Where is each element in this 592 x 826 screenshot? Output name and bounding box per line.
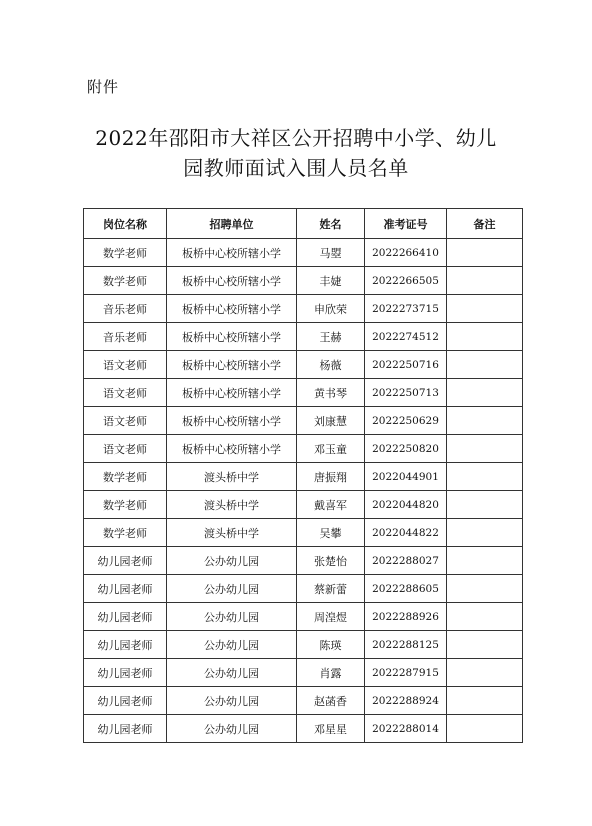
table-row: [84, 575, 523, 603]
cell-unit: 板桥中心校所辖小学: [167, 351, 297, 379]
cell-note: [447, 491, 523, 519]
cell-note: [447, 715, 523, 743]
cell-exam-number: 2022250716: [365, 351, 447, 379]
cell-unit: 渡头桥中学: [167, 463, 297, 491]
header-unit: 招聘单位: [167, 209, 297, 239]
cell-position: 幼儿园老师: [84, 575, 167, 603]
cell-exam-number: 2022044822: [365, 519, 447, 547]
cell-exam-number: 2022250820: [365, 435, 447, 463]
cell-position: 语文老师: [84, 379, 167, 407]
cell-name: 邓玉童: [297, 435, 365, 463]
cell-position: 数学老师: [84, 519, 167, 547]
cell-name: 蔡新蕾: [297, 575, 365, 603]
cell-unit: 公办幼儿园: [167, 547, 297, 575]
cell-note: [447, 351, 523, 379]
table-row: [84, 491, 523, 519]
table-row: [84, 687, 523, 715]
cell-unit: 板桥中心校所辖小学: [167, 295, 297, 323]
cell-name: 黄书琴: [297, 379, 365, 407]
cell-name: 马曌: [297, 239, 365, 267]
table-row: [84, 323, 523, 351]
cell-exam-number: 2022250629: [365, 407, 447, 435]
table-row: [84, 519, 523, 547]
cell-position: 数学老师: [84, 239, 167, 267]
cell-exam-number: 2022288125: [365, 631, 447, 659]
cell-position: 幼儿园老师: [84, 715, 167, 743]
cell-name: 吴攀: [297, 519, 365, 547]
table-header-row: [84, 209, 523, 239]
cell-unit: 公办幼儿园: [167, 631, 297, 659]
cell-position: 幼儿园老师: [84, 659, 167, 687]
header-position: 岗位名称: [84, 209, 167, 239]
cell-unit: 板桥中心校所辖小学: [167, 379, 297, 407]
cell-unit: 渡头桥中学: [167, 519, 297, 547]
cell-note: [447, 267, 523, 295]
cell-note: [447, 631, 523, 659]
document-title-line-1: 2022年邵阳市大祥区公开招聘中小学、幼儿: [95, 126, 497, 150]
table-row: [84, 379, 523, 407]
cell-unit: 公办幼儿园: [167, 603, 297, 631]
cell-name: 邓星星: [297, 715, 365, 743]
cell-exam-number: 2022044901: [365, 463, 447, 491]
cell-unit: 板桥中心校所辖小学: [167, 435, 297, 463]
cell-exam-number: 2022288027: [365, 547, 447, 575]
cell-name: 肖露: [297, 659, 365, 687]
cell-unit: 公办幼儿园: [167, 715, 297, 743]
cell-name: 杨薇: [297, 351, 365, 379]
table-row: [84, 295, 523, 323]
cell-note: [447, 295, 523, 323]
cell-position: 幼儿园老师: [84, 603, 167, 631]
table-row: [84, 715, 523, 743]
table-row: [84, 547, 523, 575]
cell-name: 申欣荣: [297, 295, 365, 323]
cell-note: [447, 659, 523, 687]
cell-note: [447, 379, 523, 407]
cell-name: 丰婕: [297, 267, 365, 295]
cell-name: 戴喜军: [297, 491, 365, 519]
cell-exam-number: 2022288924: [365, 687, 447, 715]
header-note: 备注: [447, 209, 523, 239]
cell-name: 周湟煜: [297, 603, 365, 631]
cell-position: 语文老师: [84, 407, 167, 435]
cell-name: 赵菡香: [297, 687, 365, 715]
cell-exam-number: 2022044820: [365, 491, 447, 519]
document-title-line-2: 园教师面试入围人员名单: [183, 156, 409, 180]
annex-label: 附件: [87, 78, 120, 96]
cell-unit: 公办幼儿园: [167, 687, 297, 715]
table-row: [84, 659, 523, 687]
cell-exam-number: 2022266505: [365, 267, 447, 295]
cell-unit: 公办幼儿园: [167, 575, 297, 603]
cell-name: 王赫: [297, 323, 365, 351]
cell-exam-number: 2022287915: [365, 659, 447, 687]
table-row: [84, 631, 523, 659]
cell-name: 唐振翔: [297, 463, 365, 491]
cell-unit: 公办幼儿园: [167, 659, 297, 687]
cell-note: [447, 603, 523, 631]
cell-note: [447, 435, 523, 463]
cell-exam-number: 2022288014: [365, 715, 447, 743]
candidate-table: [83, 208, 523, 743]
cell-note: [447, 547, 523, 575]
cell-exam-number: 2022288605: [365, 575, 447, 603]
cell-position: 音乐老师: [84, 295, 167, 323]
table-body: [84, 239, 523, 743]
table-row: [84, 603, 523, 631]
cell-position: 语文老师: [84, 351, 167, 379]
cell-note: [447, 463, 523, 491]
cell-name: 陈瑛: [297, 631, 365, 659]
table-row: [84, 407, 523, 435]
cell-unit: 板桥中心校所辖小学: [167, 267, 297, 295]
table-row: [84, 463, 523, 491]
cell-unit: 板桥中心校所辖小学: [167, 239, 297, 267]
table-row: [84, 239, 523, 267]
cell-position: 数学老师: [84, 267, 167, 295]
cell-position: 语文老师: [84, 435, 167, 463]
cell-position: 音乐老师: [84, 323, 167, 351]
cell-name: 张楚怡: [297, 547, 365, 575]
cell-unit: 板桥中心校所辖小学: [167, 323, 297, 351]
cell-unit: 渡头桥中学: [167, 491, 297, 519]
cell-position: 幼儿园老师: [84, 687, 167, 715]
cell-exam-number: 2022288926: [365, 603, 447, 631]
cell-position: 幼儿园老师: [84, 631, 167, 659]
cell-note: [447, 687, 523, 715]
cell-note: [447, 575, 523, 603]
table-row: [84, 435, 523, 463]
table-row: [84, 351, 523, 379]
cell-note: [447, 239, 523, 267]
table-row: [84, 267, 523, 295]
cell-exam-number: 2022273715: [365, 295, 447, 323]
header-name: 姓名: [297, 209, 365, 239]
cell-position: 幼儿园老师: [84, 547, 167, 575]
cell-position: 数学老师: [84, 463, 167, 491]
cell-name: 刘康慧: [297, 407, 365, 435]
cell-note: [447, 407, 523, 435]
cell-note: [447, 323, 523, 351]
cell-unit: 板桥中心校所辖小学: [167, 407, 297, 435]
cell-exam-number: 2022266410: [365, 239, 447, 267]
cell-note: [447, 519, 523, 547]
cell-exam-number: 2022250713: [365, 379, 447, 407]
header-exam-number: 准考证号: [365, 209, 447, 239]
cell-exam-number: 2022274512: [365, 323, 447, 351]
cell-position: 数学老师: [84, 491, 167, 519]
